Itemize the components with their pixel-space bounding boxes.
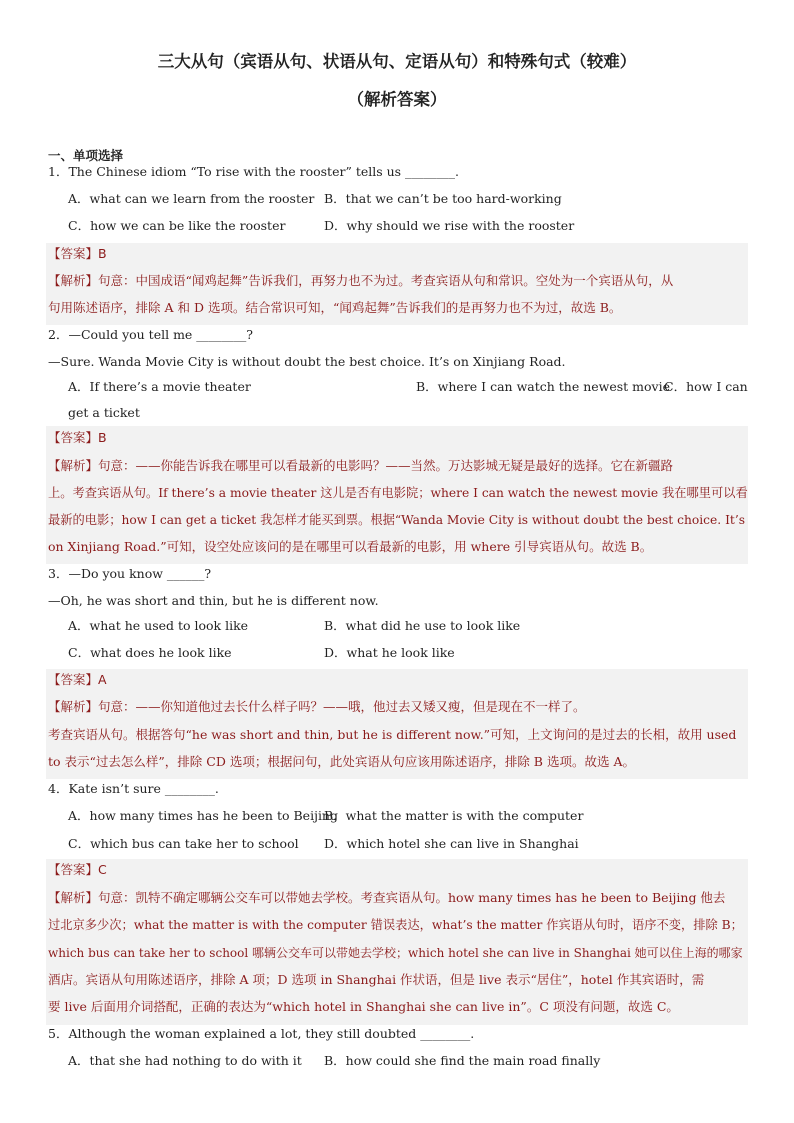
q3-answer: 【答案】A	[48, 672, 107, 687]
q2-option-c-continued: get a ticket	[68, 405, 140, 420]
question-1-stem: 1．The Chinese idiom “To rise with the rooster” tells us ________.	[48, 164, 460, 179]
q1-option-b: B．that we can’t be too hard-working	[324, 191, 562, 206]
q4-analysis-line: 酒店。宾语从句用陈述语序，排除 A 项；D 选项 in Shanghai 作状语，但是 live 表示“居住”，hotel 作其宾语时，需	[48, 972, 705, 987]
q1-option-d: D．why should we rise with the rooster	[324, 218, 575, 233]
q2-answer: 【答案】B	[48, 430, 107, 445]
q3-option-b: B．what did he use to look like	[324, 618, 521, 633]
q2-analysis-line: 最新的电影；how I can get a ticket 我怎样才能买到票。根据“Wanda Movie City is without doubt the best choice. It’s	[48, 513, 746, 527]
q4-option-a: A．how many times has he been to Beijing	[68, 808, 338, 823]
q2-option-c: C．how I can	[664, 379, 748, 394]
q3-option-c: C．what does he look like	[68, 645, 232, 660]
q5-option-b: B．how could she find the main road finally	[324, 1053, 601, 1068]
q4-analysis-line: 过北京多少次；what the matter is with the computer 错误表达，what’s the matter 作宾语从句时，语序不变，排除 B；	[48, 918, 743, 932]
q4-analysis-line: 要 live 后面用介词搭配，正确的表达为“which hotel in Shanghai she can live in”。C 项没有问题，故选 C。	[48, 999, 679, 1014]
q4-option-c: C．which bus can take her to school	[68, 836, 299, 851]
q1-option-a: A．what can we learn from the rooster	[68, 191, 315, 206]
question-3-stem: 3．—Do you know ______?	[48, 566, 212, 581]
question-5-stem: 5．Although the woman explained a lot, they still doubted ________.	[48, 1026, 475, 1041]
q4-answer: 【答案】C	[48, 862, 107, 877]
q1-analysis-line: 【解析】句意：中国成语“闻鸡起舞”告诉我们，再努力也不为过。考查宾语从句和常识。空处为一个宾语从句，从	[48, 273, 674, 288]
q4-option-d: D．which hotel she can live in Shanghai	[324, 836, 579, 851]
q2-analysis-line: 【解析】句意：——你能告诉我在哪里可以看最新的电影吗？——当然。万达影城无疑是最好的选择。它在新疆路	[48, 458, 674, 473]
q3-option-a: A．what he used to look like	[68, 618, 249, 633]
q2-option-a: A．If there’s a movie theater	[68, 379, 251, 394]
document-subtitle: （解析答案）	[347, 90, 447, 109]
question-2-stem-reply: —Sure. Wanda Movie City is without doubt the best choice. It’s on Xinjiang Road.	[48, 354, 566, 369]
q3-analysis-line: 【解析】句意：——你知道他过去长什么样子吗？——哦，他过去又矮又瘦，但是现在不一样了。	[48, 699, 586, 714]
section-heading: 一、单项选择	[48, 148, 124, 163]
q5-option-a: A．that she had nothing to do with it	[68, 1053, 302, 1068]
q1-answer: 【答案】B	[48, 246, 107, 261]
question-4-stem: 4．Kate isn’t sure ________.	[48, 781, 219, 796]
q4-analysis-line: 【解析】句意：凯特不确定哪辆公交车可以带她去学校。考查宾语从句。how many times has he been to Beijing 他去	[48, 890, 726, 905]
q4-analysis-line: which bus can take her to school 哪辆公交车可以带她去学校；which hotel she can live in Shanghai 她可以住上海的哪家	[48, 946, 743, 960]
q1-option-c: C．how we can be like the rooster	[68, 218, 286, 233]
q3-option-d: D．what he look like	[324, 645, 455, 660]
q2-option-b: B．where I can watch the newest movie	[416, 379, 671, 394]
question-3-stem-reply: —Oh, he was short and thin, but he is different now.	[48, 593, 379, 608]
document-title: 三大从句（宾语从句、状语从句、定语从句）和特殊句式（较难）	[157, 52, 637, 71]
q2-analysis-line: 上。考查宾语从句。If there’s a movie theater 这儿是否有电影院；where I can watch the newest movie 我在哪里可以看	[48, 486, 748, 500]
q4-option-b: B．what the matter is with the computer	[324, 808, 584, 823]
q2-analysis-line: on Xinjiang Road.”可知，设空处应该问的是在哪里可以看最新的电影，用 where 引导宾语从句。故选 B。	[48, 539, 653, 554]
q3-analysis-line: to 表示“过去怎么样”，排除 CD 选项；根据问句，此处宾语从句应该用陈述语序，排除 B 选项。故选 A。	[48, 754, 635, 769]
question-2-stem: 2．—Could you tell me ________?	[48, 327, 253, 342]
q3-analysis-line: 考查宾语从句。根据答句“he was short and thin, but he is different now.”可知，上文询问的是过去的长相，故用 used	[48, 727, 737, 742]
q1-analysis-line: 句用陈述语序，排除 A 和 D 选项。结合常识可知，“闻鸡起舞”告诉我们的是再努力也不为过，故选 B。	[48, 300, 622, 315]
